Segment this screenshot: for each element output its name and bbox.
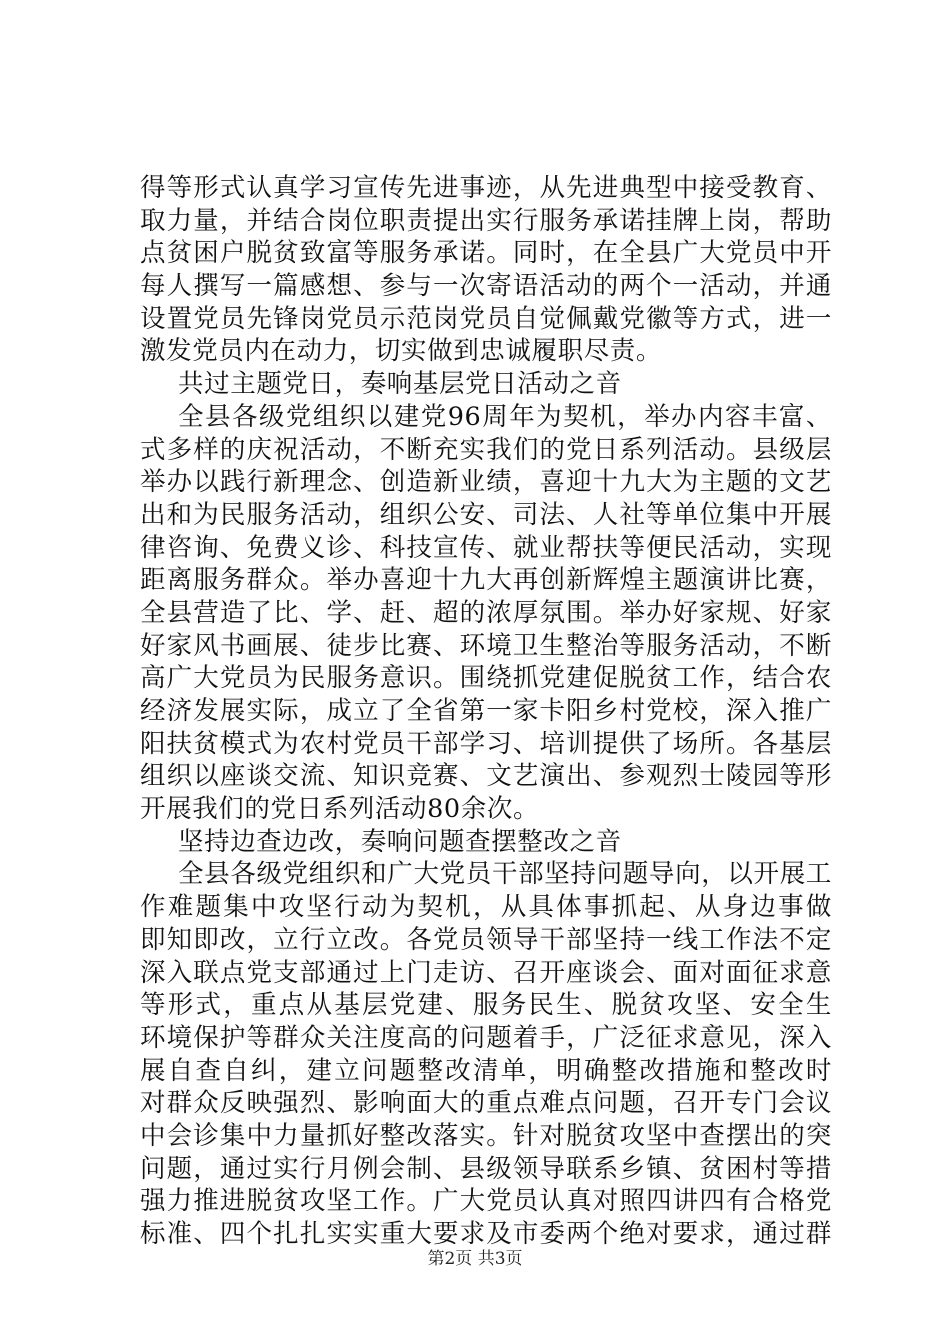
text-line: 对群众反映强烈、影响面大的重点难点问题，召开专门会议 bbox=[140, 1088, 832, 1119]
text-line: 等形式，重点从基层党建、服务民生、脱贫攻坚、安全生 bbox=[140, 990, 832, 1021]
text-line: 中会诊集中力量抓好整改落实。针对脱贫攻坚中查摆出的突 bbox=[140, 1120, 832, 1151]
text-line: 全县各级党组织和广大党员干部坚持问题导向，以开展工 bbox=[178, 859, 832, 890]
text-line: 点贫困户脱贫致富等服务承诺。同时，在全县广大党员中开 bbox=[140, 238, 832, 269]
text-line: 高广大党员为民服务意识。围绕抓党建促脱贫工作，结合农 bbox=[140, 663, 832, 694]
page-footer bbox=[0, 1244, 950, 1269]
text-line: 作难题集中攻坚行动为契机，从具体事抓起、从身边事做 bbox=[140, 892, 832, 923]
text-line: 环境保护等群众关注度高的问题着手，广泛征求意见，深入 bbox=[140, 1022, 832, 1053]
text-line: 深入联点党支部通过上门走访、召开座谈会、面对面征求意 bbox=[140, 957, 832, 988]
text-line: 坚持边查边改，奏响问题查摆整改之音 bbox=[178, 826, 622, 857]
text-line: 式多样的庆祝活动，不断充实我们的党日系列活动。县级层 bbox=[140, 434, 832, 465]
page-number-label: 第2页 共3页 bbox=[427, 1249, 523, 1269]
text-line: 组织以座谈交流、知识竞赛、文艺演出、参观烈士陵园等形 bbox=[140, 761, 832, 792]
text-line: 问题，通过实行月例会制、县级领导联系乡镇、贫困村等措 bbox=[140, 1153, 832, 1184]
text-line: 标准、四个扎扎实实重大要求及市委两个绝对要求，通过群 bbox=[140, 1219, 832, 1249]
text-line: 全县营造了比、学、赶、超的浓厚氛围。举办好家规、好家 bbox=[140, 597, 832, 628]
text-line: 全县各级党组织以建党96周年为契机，举办内容丰富、 bbox=[178, 401, 832, 432]
text-line: 共过主题党日，奏响基层党日活动之音 bbox=[178, 369, 622, 400]
text-line: 举办以践行新理念、创造新业绩，喜迎十九大为主题的文艺 bbox=[140, 467, 832, 498]
text-line: 出和为民服务活动，组织公安、司法、人社等单位集中开展 bbox=[140, 499, 832, 530]
text-line: 强力推进脱贫攻坚工作。广大党员认真对照四讲四有合格党 bbox=[140, 1186, 832, 1217]
text-line: 律咨询、免费义诊、科技宣传、就业帮扶等便民活动，实现 bbox=[140, 532, 832, 563]
text-line: 好家风书画展、徒步比赛、环境卫生整治等服务活动，不断 bbox=[140, 630, 832, 661]
text-line: 得等形式认真学习宣传先进事迹，从先进典型中接受教育、 bbox=[140, 173, 832, 203]
text-line: 开展我们的党日系列活动80余次。 bbox=[140, 794, 540, 825]
text-line: 取力量，并结合岗位职责提出实行服务承诺挂牌上岗，帮助 bbox=[140, 205, 832, 236]
text-line: 展自查自纠，建立问题整改清单，明确整改措施和整改时 bbox=[140, 1055, 832, 1086]
text-line: 即知即改，立行立改。各党员领导干部坚持一线工作法不定 bbox=[140, 924, 832, 955]
text-line: 经济发展实际，成立了全省第一家卡阳乡村党校，深入推广 bbox=[140, 696, 832, 726]
text-line: 每人撰写一篇感想、参与一次寄语活动的两个一活动，并通 bbox=[140, 271, 832, 302]
document-body bbox=[140, 172, 832, 1251]
text-line: 激发党员内在动力，切实做到忠诚履职尽责。 bbox=[140, 336, 663, 367]
text-line: 阳扶贫模式为农村党员干部学习、培训提供了场所。各基层 bbox=[140, 728, 832, 759]
text-line: 设置党员先锋岗党员示范岗党员自觉佩戴党徽等方式，进一 bbox=[140, 303, 832, 334]
text-line: 距离服务群众。举办喜迎十九大再创新辉煌主题演讲比赛， bbox=[140, 565, 832, 596]
